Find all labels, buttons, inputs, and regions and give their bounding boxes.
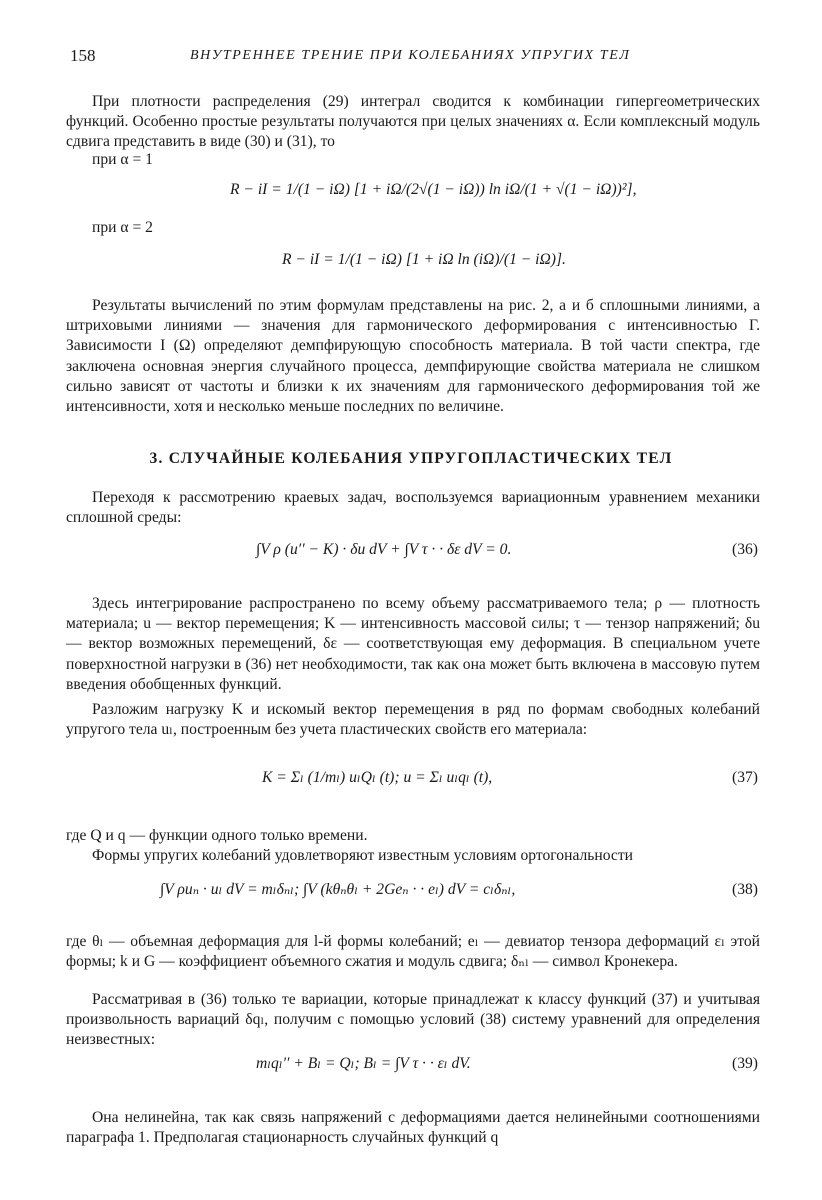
page-header	[70, 46, 760, 70]
case-label-1: при α = 1	[92, 151, 153, 168]
equation-38: ∫V ρuₙ · uₗ dV = mₗδₙₗ; ∫V (kθₙθₗ + 2Geₙ · · eₗ) dV = cₗδₙₗ,	[160, 881, 516, 898]
equation-37-number: (37)	[732, 769, 758, 786]
paragraph-10: Она нелинейна, так как связь напряжений с деформациями дается нелинейными соотношениями параграфа 1. Предполагая стационарность случайных функций q	[66, 1109, 760, 1147]
formula-1: R − iI = 1/(1 − iΩ) [1 + iΩ/(2√(1 − iΩ)) ln iΩ/(1 + √(1 − iΩ))²],	[230, 181, 637, 198]
paragraph-7: Формы упругих колебаний удовлетворяют известным условиям ортогональности	[92, 847, 634, 864]
paragraph-4: Здесь интегрирование распространено по всему объему рассматриваемого тела; ρ — плотность материала; u — вектор перемещения; K — интенсивность массовой силы; τ — тензор напряжений; δu — вектор возможных перемещений, δε — соответствующая ему деформация. В специальном учете поверхностной нагрузки в (36) нет необходимости, так как она может быть включена в массовую путем введения обобщенных функций.	[66, 595, 760, 693]
equation-36-number: (36)	[732, 541, 758, 558]
paragraph-2: Результаты вычислений по этим формулам представлены на рис. 2, а и б сплошными линиями, а штриховыми линиями — значения для гармонического деформирования с интенсивностью Γ. Зависимости I (Ω) определяют демпфирующую способность материала. В той части спектра, где заключена основная энергия случайного процесса, демпфирующие свойства материала не слишком сильно зависят от частоты и близки к их значениям для гармонического деформирования той же интенсивности, хотя и несколько меньше последних по величине.	[66, 297, 760, 416]
page-number: 158	[70, 46, 96, 65]
paragraph-1: При плотности распределения (29) интеграл сводится к комбинации гипергеометрических функций. Особенно простые результаты получаются при целых значениях α. Если комплексный модуль сдвига представить в виде (30) и (31), то	[66, 93, 760, 151]
paragraph-6: где Q и q — функции одного только времени.	[66, 827, 368, 844]
equation-38-number: (38)	[732, 881, 758, 898]
case-label-2: при α = 2	[92, 219, 153, 236]
equation-36: ∫V ρ (u′′ − K) · δu dV + ∫V τ · · δε dV = 0.	[256, 541, 512, 558]
running-title: ВНУТРЕННЕЕ ТРЕНИЕ ПРИ КОЛЕБАНИЯХ УПРУГИХ ТЕЛ	[190, 48, 631, 63]
paragraph-5: Разложим нагрузку K и искомый вектор перемещения в ряд по формам свободных колебаний упругого тела uₗ, построенным без учета пластических свойств его материала:	[66, 701, 760, 739]
equation-39-number: (39)	[732, 1055, 758, 1072]
section-title: 3. СЛУЧАЙНЫЕ КОЛЕБАНИЯ УПРУГОПЛАСТИЧЕСКИХ ТЕЛ	[149, 450, 673, 467]
equation-37: K = Σₗ (1/mₗ) uₗQₗ (t); u = Σₗ uₗqₗ (t),	[262, 769, 493, 786]
formula-2: R − iI = 1/(1 − iΩ) [1 + iΩ ln (iΩ)/(1 − iΩ)].	[282, 251, 566, 268]
equation-39: mₗqₗ′′ + Bₗ = Qₗ; Bₗ = ∫V τ · · εₗ dV.	[256, 1055, 471, 1072]
paragraph-3: Переходя к рассмотрению краевых задач, воспользуемся вариационным уравнением механики сплошной среды:	[66, 489, 760, 527]
paragraph-8: где θₗ — объемная деформация для l-й формы колебаний; eₗ — девиатор тензора деформаций εₗ этой формы; k и G — коэффициент объемного сжатия и модуль сдвига; δₙₗ — символ Кронекера.	[66, 933, 760, 971]
paragraph-9: Рассматривая в (36) только те вариации, которые принадлежат к классу функций (37) и учитывая произвольность вариаций δqₗ, получим с помощью условий (38) систему уравнений для определения неизвестных:	[66, 991, 760, 1049]
